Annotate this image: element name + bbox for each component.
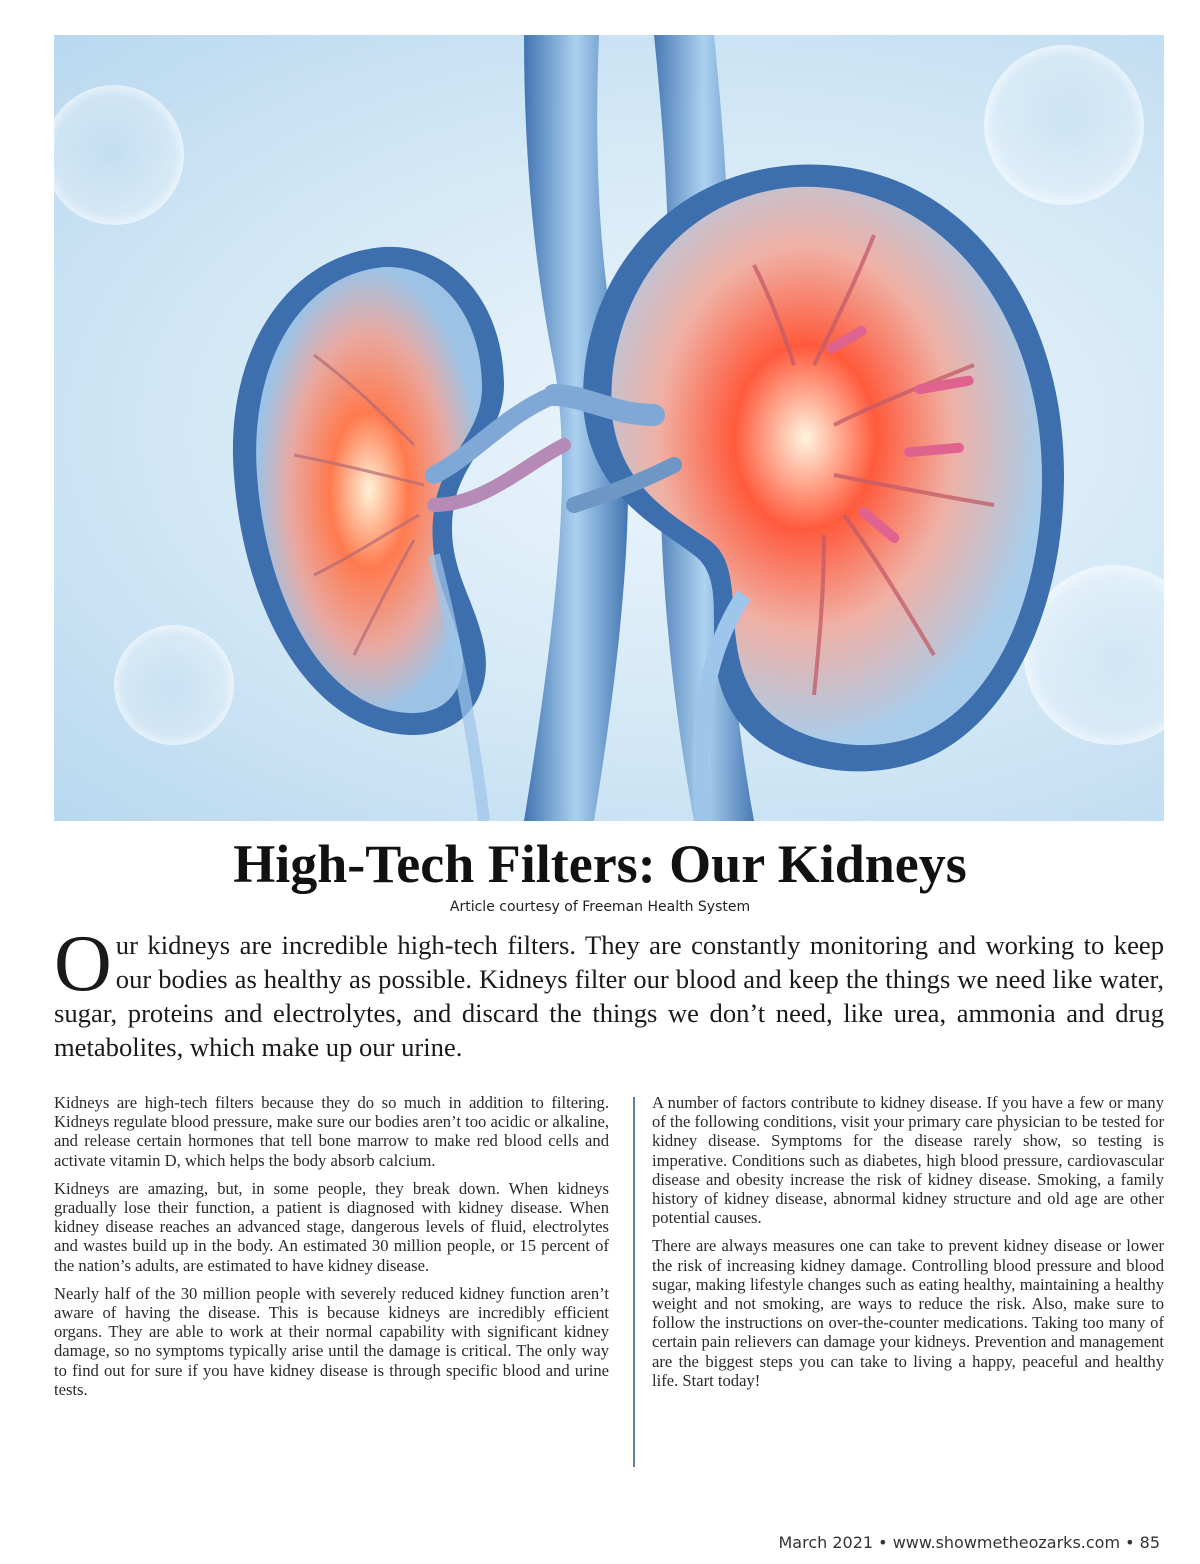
body-paragraph: A number of factors contribute to kidney disease. If you have a few or many of the following conditions, visit your primary care physician to be tested for kidney disease. Symptoms for the disease rarely show, so testing is imperative. Conditions such as diabetes, high blood pressure, cardiovascular disease and obesity increase the risk of kidney disease. Smoking, a family history of kidney disease, abnormal kidney structure and old age are other potential causes. bbox=[652, 1093, 1164, 1228]
article-credit: Article courtesy of Freeman Health System bbox=[449, 899, 751, 915]
kidney-illustration-svg bbox=[54, 35, 1164, 821]
hero-kidney-illustration bbox=[54, 35, 1164, 821]
body-paragraph: Kidneys are high-tech filters because they do so much in addition to filtering. Kidneys regulate blood pressure, make sure our bodies aren’t too acidic or alkaline, and release certain hormones that tell bone marrow to make red blood cells and activate vitamin D, which helps the body absorb calcium. bbox=[54, 1093, 609, 1170]
article-title: High-Tech Filters: Our Kidneys bbox=[233, 834, 967, 894]
drop-cap: O bbox=[54, 920, 112, 1008]
left-column bbox=[54, 1093, 609, 1408]
bubble-decoration bbox=[54, 85, 184, 225]
lead-paragraph bbox=[54, 920, 1164, 1064]
body-paragraph: There are always measures one can take to prevent kidney disease or lower the risk of increasing kidney damage. Controlling blood pressure and blood sugar, making lifestyle changes such as eating healthy, maintaining a healthy weight and not smoking, are ways to reduce the risk. Also, make sure to follow the instructions on over-the-counter medications. Taking too many of certain pain relievers can damage your kidneys. Prevention and management are the biggest steps you can take to living a happy, peaceful and healthy life. Start today! bbox=[652, 1236, 1164, 1390]
body-paragraph: Nearly half of the 30 million people with severely reduced kidney function aren’t aware of having the disease. This is because kidneys are incredibly efficient organs. They are able to work at their normal capability with significant kidney damage, so no symptoms typically arise until the damage is critical. The only way to find out for sure if you have kidney disease is through specific blood and urine tests. bbox=[54, 1283, 609, 1399]
column-divider bbox=[633, 1097, 635, 1467]
bubble-decoration bbox=[984, 45, 1144, 205]
right-column bbox=[652, 1093, 1164, 1399]
body-paragraph: Kidneys are amazing, but, in some people, they break down. When kidneys gradually lose their function, a patient is diagnosed with kidney disease. When kidney disease reaches an advanced stage, dangerous levels of fluid, electrolytes and wastes build up in the body. An estimated 30 million people, or 15 percent of the nation’s adults, are estimated to have kidney disease. bbox=[54, 1178, 609, 1275]
page-footer: March 2021 • www.showmetheozarks.com • 85 bbox=[778, 1533, 1160, 1552]
lead-text: ur kidneys are incredible high-tech filters. They are constantly monitoring and working to keep our bodies as healthy as possible. Kidneys filter our blood and keep the things we need like water, sugar, proteins and electrolytes, and discard the things we don’t need, like urea, ammonia and drug metabolites, which make up our urine. bbox=[54, 930, 1164, 1062]
bubble-decoration bbox=[114, 625, 234, 745]
